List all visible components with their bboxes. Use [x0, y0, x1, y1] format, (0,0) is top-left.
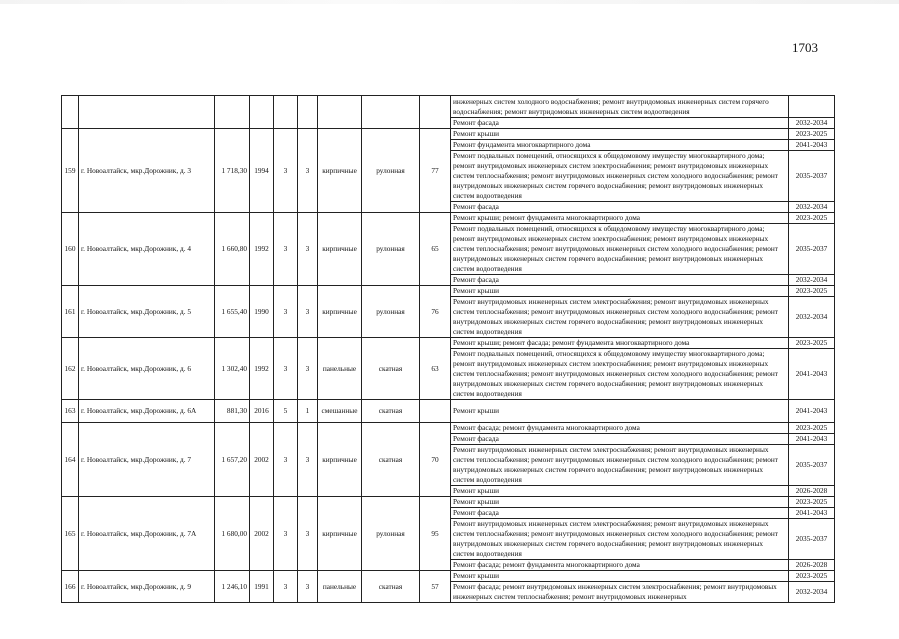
- building-entrances: 1: [298, 400, 318, 423]
- work-period: 2041-2043: [789, 508, 835, 519]
- building-area: 1 655,40: [215, 286, 250, 338]
- building-apartments: 95: [420, 497, 451, 571]
- building-number: 163: [62, 400, 79, 423]
- building-year: 1992: [250, 213, 274, 286]
- work-description: Ремонт крыши: [451, 400, 789, 423]
- page-number: 1703: [792, 40, 818, 55]
- building-number: 161: [62, 286, 79, 338]
- building-apartments: 57: [420, 571, 451, 603]
- work-description: Ремонт внутридомовых инженерных систем электроснабжения; ремонт внутридомовых инженерных систем теплоснабжения; ремонт внутридомовых инженерных систем холодного водоснабжения; ремонт внутридомовых инженерных систем горячего водоснабжения; ремонт внутридомовых инженерных систем водоотведения: [451, 519, 789, 560]
- building-address: г. Новоалтайск, мкр.Дорожник, д. 4: [79, 213, 215, 286]
- work-period: 2041-2043: [789, 349, 835, 400]
- building-floors: 3: [274, 338, 298, 400]
- building-floors: 5: [274, 400, 298, 423]
- building-address: г. Новоалтайск, мкр.Дорожник, д. 6А: [79, 400, 215, 423]
- work-period: 2035-2037: [789, 224, 835, 275]
- building-apartments: [420, 400, 451, 423]
- building-address: г. Новоалтайск, мкр.Дорожник, д. 5: [79, 286, 215, 338]
- building-roof: рулонная: [362, 497, 420, 571]
- building-entrances: 3: [298, 213, 318, 286]
- table-row: [62, 400, 835, 423]
- work-period: 2035-2037: [789, 519, 835, 560]
- work-description: Ремонт крыши; ремонт фундамента многоквартирного дома: [451, 213, 789, 224]
- capital-repair-table: [61, 95, 835, 603]
- work-description: Ремонт подвальных помещений, относящихся к общедомовому имуществу многоквартирного дома; ремонт внутридомовых инженерных систем электроснабжения; ремонт внутридомовых инженерных систем теплоснабжения; ремонт внутридомовых инженерных систем холодного водоснабжения; ремонт внутридомовых инженерных систем горячего водоснабжения; ремонт внутридомовых инженерных систем водоотведения: [451, 151, 789, 202]
- building-walls: кирпичные: [318, 497, 362, 571]
- building-year: 1990: [250, 286, 274, 338]
- building-number: 165: [62, 497, 79, 571]
- scan-edge: [0, 0, 899, 4]
- table-row: [62, 286, 835, 297]
- work-period: 2023-2025: [789, 129, 835, 140]
- work-description: Ремонт подвальных помещений, относящихся к общедомовому имуществу многоквартирного дома; ремонт внутридомовых инженерных систем электроснабжения; ремонт внутридомовых инженерных систем теплоснабжения; ремонт внутридомовых инженерных систем холодного водоснабжения; ремонт внутридомовых инженерных систем горячего водоснабжения; ремонт внутридомовых инженерных систем водоотведения: [451, 224, 789, 275]
- table-row: [62, 96, 835, 118]
- work-description: Ремонт фасада: [451, 275, 789, 286]
- table-row: [62, 423, 835, 434]
- work-description: Ремонт фасада: [451, 434, 789, 445]
- table-row: [62, 129, 835, 140]
- building-apartments: [420, 96, 451, 129]
- work-description: Ремонт фундамента многоквартирного дома: [451, 140, 789, 151]
- building-year: 2002: [250, 423, 274, 497]
- work-description: Ремонт крыши: [451, 497, 789, 508]
- building-entrances: 3: [298, 286, 318, 338]
- table-row: [62, 497, 835, 508]
- work-description: Ремонт фасада; ремонт внутридомовых инженерных систем электроснабжения; ремонт внутридомовых инженерных систем теплоснабжения; ремонт внутридомовых инженерных: [451, 582, 789, 603]
- building-apartments: 63: [420, 338, 451, 400]
- building-entrances: 3: [298, 338, 318, 400]
- table-row: [62, 338, 835, 349]
- building-year: 2016: [250, 400, 274, 423]
- building-number: [62, 96, 79, 129]
- work-description: Ремонт крыши: [451, 571, 789, 582]
- building-area: [215, 96, 250, 129]
- work-period: 2032-2034: [789, 582, 835, 603]
- building-roof: [362, 96, 420, 129]
- building-number: 159: [62, 129, 79, 213]
- work-description: Ремонт фасада: [451, 118, 789, 129]
- building-year: 2002: [250, 497, 274, 571]
- building-year: [250, 96, 274, 129]
- building-number: 164: [62, 423, 79, 497]
- building-walls: кирпичные: [318, 286, 362, 338]
- work-period: 2041-2043: [789, 140, 835, 151]
- work-description: Ремонт крыши: [451, 286, 789, 297]
- work-period: 2035-2037: [789, 151, 835, 202]
- work-period: 2032-2034: [789, 118, 835, 129]
- work-period: 2032-2034: [789, 275, 835, 286]
- work-period: 2032-2034: [789, 202, 835, 213]
- building-year: 1991: [250, 571, 274, 603]
- work-period: 2032-2034: [789, 297, 835, 338]
- building-year: 1994: [250, 129, 274, 213]
- work-description: Ремонт внутридомовых инженерных систем электроснабжения; ремонт внутридомовых инженерных систем теплоснабжения; ремонт внутридомовых инженерных систем холодного водоснабжения; ремонт внутридомовых инженерных систем горячего водоснабжения; ремонт внутридомовых инженерных систем водоотведения: [451, 297, 789, 338]
- work-description: Ремонт крыши: [451, 486, 789, 497]
- work-description: Ремонт фасада: [451, 508, 789, 519]
- building-address: г. Новоалтайск, мкр.Дорожник, д. 6: [79, 338, 215, 400]
- work-period: 2023-2025: [789, 571, 835, 582]
- table-row: [62, 571, 835, 582]
- work-description: инженерных систем холодного водоснабжения; ремонт внутридомовых инженерных систем горячего водоснабжения; ремонт внутридомовых инженерных систем водоотведения: [451, 96, 789, 118]
- building-address: [79, 96, 215, 129]
- building-apartments: 77: [420, 129, 451, 213]
- work-period: 2023-2025: [789, 497, 835, 508]
- building-number: 160: [62, 213, 79, 286]
- building-area: 1 660,80: [215, 213, 250, 286]
- work-period: 2023-2025: [789, 213, 835, 224]
- building-address: г. Новоалтайск, мкр.Дорожник, д. 7А: [79, 497, 215, 571]
- building-walls: кирпичные: [318, 213, 362, 286]
- building-floors: 3: [274, 571, 298, 603]
- building-address: г. Новоалтайск, мкр.Дорожник, д. 9: [79, 571, 215, 603]
- building-roof: скатная: [362, 338, 420, 400]
- work-description: Ремонт фасада: [451, 202, 789, 213]
- building-floors: [274, 96, 298, 129]
- work-description: Ремонт фасада; ремонт фундамента многоквартирного дома: [451, 560, 789, 571]
- work-description: Ремонт внутридомовых инженерных систем электроснабжения; ремонт внутридомовых инженерных систем теплоснабжения; ремонт внутридомовых инженерных систем холодного водоснабжения; ремонт внутридомовых инженерных систем горячего водоснабжения; ремонт внутридомовых инженерных систем водоотведения: [451, 445, 789, 486]
- building-roof: скатная: [362, 423, 420, 497]
- building-walls: кирпичные: [318, 423, 362, 497]
- work-period: 2026-2028: [789, 486, 835, 497]
- building-floors: 3: [274, 286, 298, 338]
- building-walls: кирпичные: [318, 129, 362, 213]
- building-area: 1 302,40: [215, 338, 250, 400]
- building-apartments: 70: [420, 423, 451, 497]
- building-floors: 3: [274, 213, 298, 286]
- work-period: [789, 96, 835, 118]
- building-roof: рулонная: [362, 129, 420, 213]
- building-entrances: 3: [298, 497, 318, 571]
- work-period: 2023-2025: [789, 286, 835, 297]
- building-address: г. Новоалтайск, мкр.Дорожник, д. 3: [79, 129, 215, 213]
- work-period: 2023-2025: [789, 338, 835, 349]
- building-number: 162: [62, 338, 79, 400]
- work-description: Ремонт подвальных помещений, относящихся к общедомовому имуществу многоквартирного дома; ремонт внутридомовых инженерных систем электроснабжения; ремонт внутридомовых инженерных систем теплоснабжения; ремонт внутридомовых инженерных систем холодного водоснабжения; ремонт внутридомовых инженерных систем горячего водоснабжения; ремонт внутридомовых инженерных систем водоотведения: [451, 349, 789, 400]
- building-walls: панельные: [318, 571, 362, 603]
- building-year: 1992: [250, 338, 274, 400]
- building-floors: 3: [274, 497, 298, 571]
- table-row: [62, 213, 835, 224]
- work-period: 2023-2025: [789, 423, 835, 434]
- building-roof: скатная: [362, 571, 420, 603]
- building-entrances: 3: [298, 129, 318, 213]
- work-period: 2041-2043: [789, 400, 835, 423]
- building-floors: 3: [274, 423, 298, 497]
- work-period: 2035-2037: [789, 445, 835, 486]
- building-apartments: 65: [420, 213, 451, 286]
- building-floors: 3: [274, 129, 298, 213]
- work-description: Ремонт фасада; ремонт фундамента многоквартирного дома: [451, 423, 789, 434]
- table-body: [62, 96, 835, 603]
- building-roof: рулонная: [362, 286, 420, 338]
- building-walls: [318, 96, 362, 129]
- work-description: Ремонт крыши; ремонт фасада; ремонт фундамента многоквартирного дома: [451, 338, 789, 349]
- building-walls: панельные: [318, 338, 362, 400]
- building-entrances: 3: [298, 571, 318, 603]
- building-area: 1 246,10: [215, 571, 250, 603]
- building-area: 1 718,30: [215, 129, 250, 213]
- building-roof: скатная: [362, 400, 420, 423]
- building-number: 166: [62, 571, 79, 603]
- building-apartments: 76: [420, 286, 451, 338]
- building-roof: рулонная: [362, 213, 420, 286]
- work-description: Ремонт крыши: [451, 129, 789, 140]
- building-area: 881,30: [215, 400, 250, 423]
- building-address: г. Новоалтайск, мкр.Дорожник, д. 7: [79, 423, 215, 497]
- work-period: 2041-2043: [789, 434, 835, 445]
- building-entrances: [298, 96, 318, 129]
- work-period: 2026-2028: [789, 560, 835, 571]
- building-area: 1 680,00: [215, 497, 250, 571]
- building-area: 1 657,20: [215, 423, 250, 497]
- building-walls: смешанные: [318, 400, 362, 423]
- building-entrances: 3: [298, 423, 318, 497]
